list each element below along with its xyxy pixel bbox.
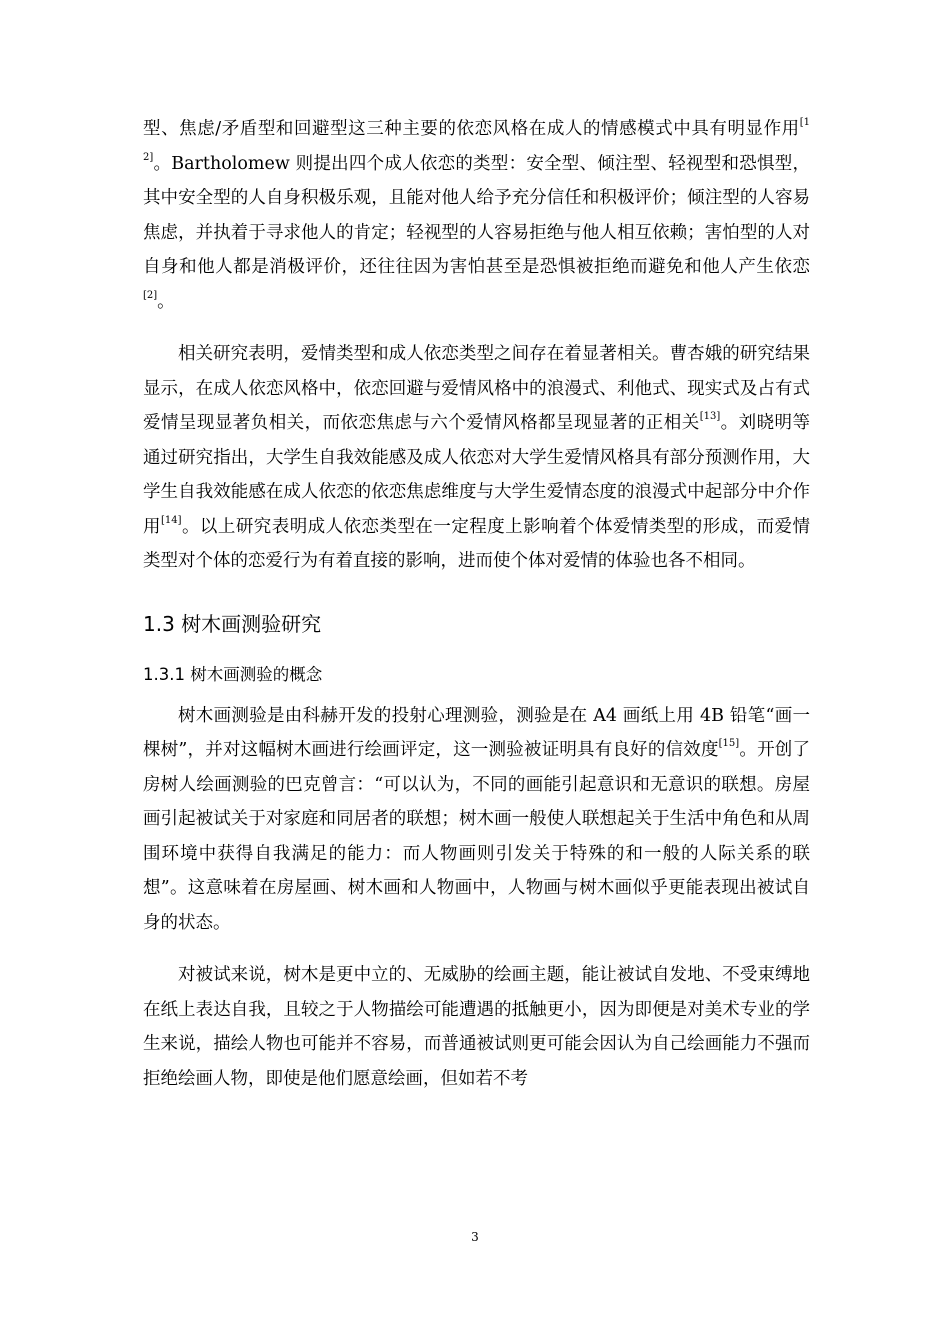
paragraph-tree-test-concept — [143, 699, 810, 941]
paragraph-text: 树木画测验是由科赫开发的投射心理测验，测验是在 A4 画纸上用 4B 铅笔“画一棵树”，并对这幅树木画进行绘画评定，这一测验被证明具有良好的信效度 — [143, 705, 810, 760]
paragraph-attachment-types — [143, 112, 810, 319]
section-heading: 1.3 树木画测验研究 — [143, 611, 322, 636]
document-page — [143, 112, 810, 1096]
paragraph-love-attachment-correlation — [143, 337, 810, 579]
paragraph-text: 。开创了房树人绘画测验的巴克曾言：“可以认为，不同的画能引起意识和无意识的联想。房屋画引起被试关于对家庭和同居者的联想；树木画一般使人联想起关于生活中角色和从周围环境中获得自我满足的能力：而人物画则引发关于特殊的和一般的人际关系的联想”。这意味着在房屋画、树木画和人物画中，人物画与树木画似乎更能表现出被试自身的状态。 — [143, 740, 810, 933]
citation-reference: [2] — [143, 289, 158, 301]
citation-reference: [14] — [160, 514, 182, 526]
page-number: 3 — [471, 1230, 479, 1244]
paragraph-text: 对被试来说，树木是更中立的、无威胁的绘画主题，能让被试自发地、不受束缚地在纸上表达自我，且较之于人物描绘可能遭遇的抵触更小，因为即便是对美术专业的学生来说，描绘人物也可能并不容易，而普通被试则更可能会因认为自己绘画能力不强而拒绝绘画人物，即使是他们愿意绘画，但如若不考 — [143, 965, 810, 1089]
paragraph-text: 型、焦虑/矛盾型和回避型这三种主要的依恋风格在成人的情感模式中具有明显作用 — [143, 119, 800, 139]
subsection-heading: 1.3.1 树木画测验的概念 — [143, 664, 323, 684]
paragraph-text: 。 — [157, 291, 175, 312]
citation-reference: [13] — [699, 411, 721, 423]
paragraph-text: 相关研究表明，爱情类型和成人依恋类型之间存在着显著相关。曹杏娥的研究结果显示，在成人依恋风格中，依恋回避与爱情风格中的浪漫式、利他式、现实式及占有式爱情呈现显著负相关，而依恋焦虑与六个爱情风格都呈现显著的正相关 — [143, 344, 810, 433]
paragraph-text: 。以上研究表明成人依恋类型在一定程度上影响着个体爱情类型的形成，而爱情类型对个体的恋爱行为有着直接的影响，进而使个体对爱情的体验也各不相同。 — [143, 516, 811, 571]
citation-reference: [12] — [143, 117, 810, 163]
paragraph-text: 。Bartholomew 则提出四个成人依恋的类型：安全型、倾注型、轻视型和恐惧型，其中安全型的人自身积极乐观，且能对他人给予充分信任和积极评价；倾注型的人容易焦虑，并执着于寻求他人的肯定；轻视型的人容易拒绝与他人相互依赖；害怕型的人对自身和他人都是消极评价，还往往因为害怕甚至是恐惧被拒绝而避免和他人产生依恋 — [143, 153, 810, 277]
citation-reference: [15] — [718, 738, 740, 750]
paragraph-tree-neutral-theme — [143, 958, 810, 1096]
paragraph-text: 。刘晓明等通过研究指出，大学生自我效能感及成人依恋对大学生爱情风格具有部分预测作用，大学生自我效能感在成人依恋的依恋焦虑维度与大学生爱情态度的浪漫式中起部分中介作用 — [143, 413, 811, 537]
